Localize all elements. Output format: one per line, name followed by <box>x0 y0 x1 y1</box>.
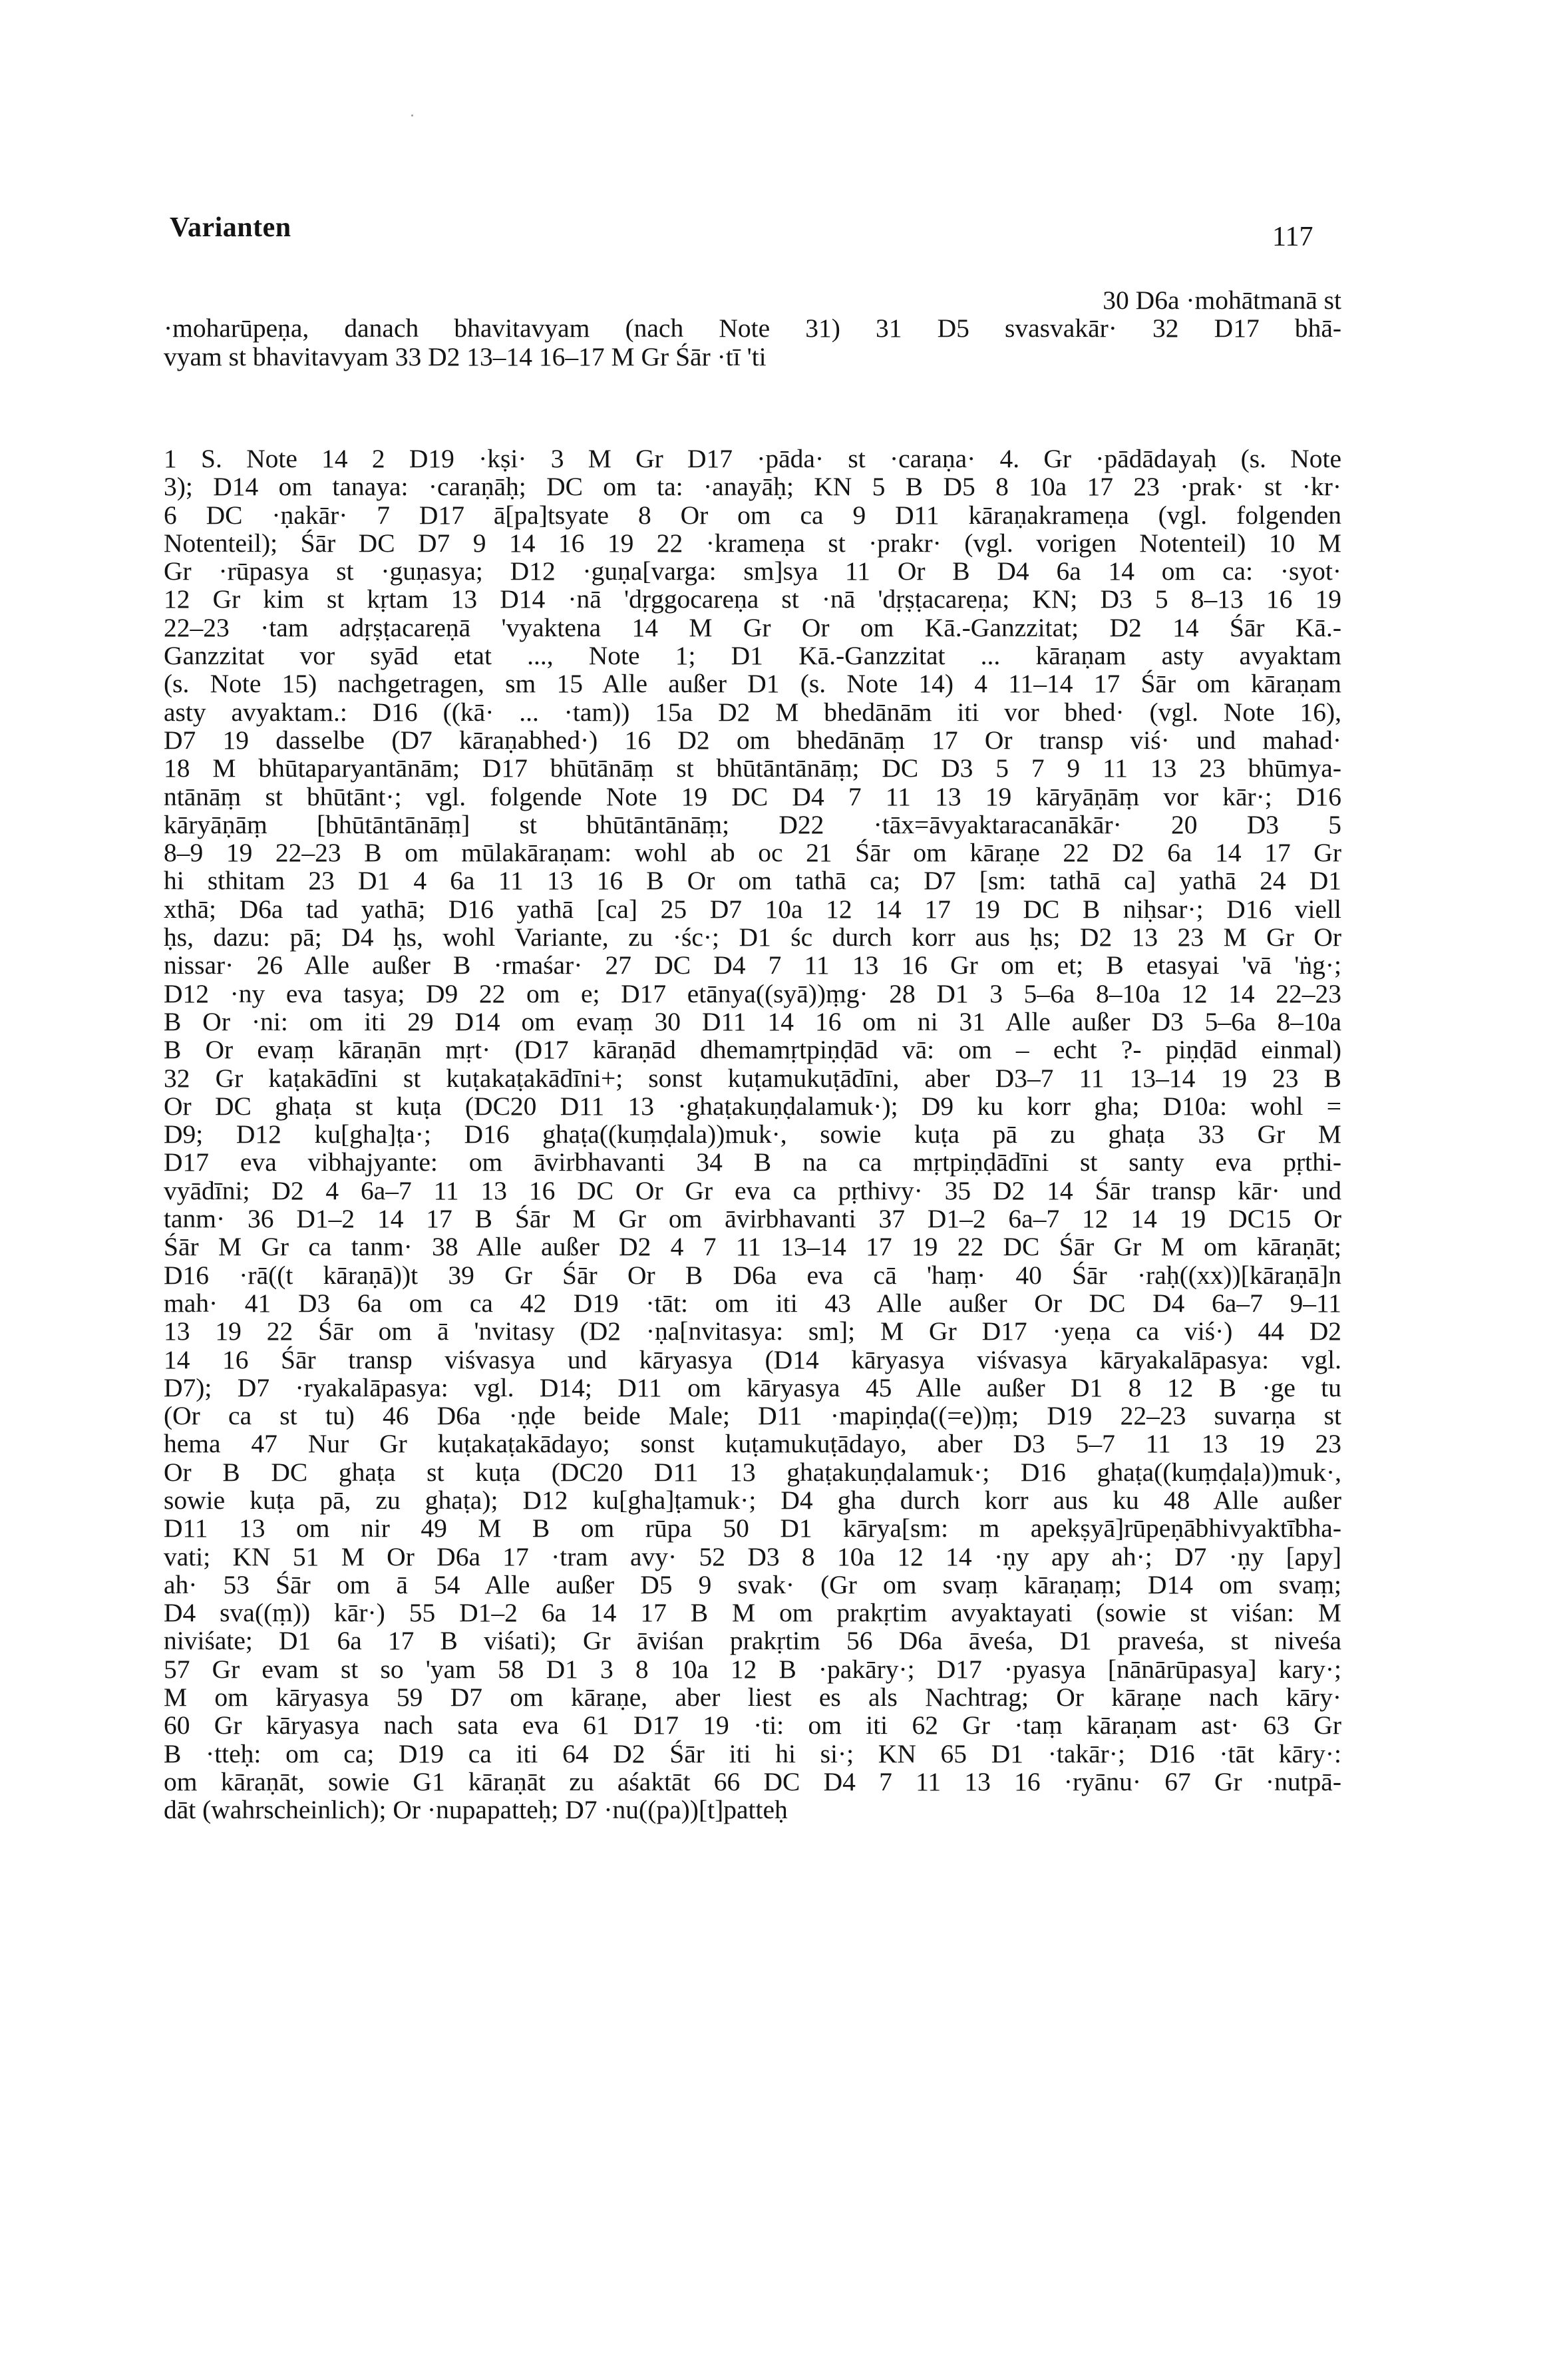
note-line: tanm· 36 D1–2 14 17 B Śār M Gr om āvirbhavanti 37 D1–2 6a–7 12 14 19 DC15 Or <box>164 1204 1341 1234</box>
note-line: 22–23 ·tam adṛṣṭacareṇā 'vyaktena 14 M Gr Or om Kā.-Ganzzitat; D2 14 Śār Kā.- <box>164 612 1341 642</box>
note-line: nissar· 26 Alle außer B ·rmaśar· 27 DC D4 7 11 13 16 Gr om et; B etasyai 'vā 'ṅg·; <box>164 950 1341 980</box>
note-line: sowie kuṭa pā, zu ghaṭa); D12 ku[gha]ṭamuk·; D4 gha durch korr aus ku 48 Alle außer <box>164 1485 1341 1515</box>
note-line: D17 eva vibhajyante: om āvirbhavanti 34 B na ca mṛtpiṇḍādīni st santy eva pṛthi- <box>164 1147 1341 1177</box>
note-line: hema 47 Nur Gr kuṭakaṭakādayo; sonst kuṭamukuṭādayo, aber D3 5–7 11 13 19 23 <box>164 1429 1341 1459</box>
note-line: M om kāryasya 59 D7 om kāraṇe, aber liest es als Nachtrag; Or kāraṇe nach kāry· <box>164 1683 1341 1712</box>
note-line: Gr ·rūpasya st ·guṇasya; D12 ·guṇa[varga: sm]sya 11 Or B D4 6a 14 om ca: ·syot· <box>164 556 1341 586</box>
note-line: 18 M bhūtaparyantānām; D17 bhūtānāṃ st bhūtāntānāṃ; DC D3 5 7 9 11 13 23 bhūmya- <box>164 753 1341 783</box>
note-line: 13 19 22 Śār om ā 'nvitasy (D2 ·ṇa[nvitasya: sm]; M Gr D17 ·yeṇa ca viś·) 44 D2 <box>164 1316 1341 1346</box>
note-line: (s. Note 15) nachgetragen, sm 15 Alle außer D1 (s. Note 14) 4 11–14 17 Śār om kāraṇam <box>164 669 1341 699</box>
note-line: 1 S. Note 14 2 D19 ·kṣi· 3 M Gr D17 ·pāda· st ·caraṇa· 4. Gr ·pādādayaḥ (s. Note <box>164 444 1341 473</box>
note-line: Or DC ghaṭa st kuṭa (DC20 D11 13 ·ghaṭakuṇḍalamuk·); D9 ku korr gha; D10a: wohl = <box>164 1091 1341 1121</box>
note-line: 32 Gr kaṭakādīni st kuṭakaṭakādīni+; sonst kuṭamukuṭādīni, aber D3–7 11 13–14 19 23 B <box>164 1063 1341 1093</box>
note-line: 30 D6a ·mohātmanā st <box>1103 286 1341 315</box>
note-line: asty avyaktam.: D16 ((kā· ... ·tam)) 15a D2 M bhedānām iti vor bhed· (vgl. Note 16), <box>164 697 1341 727</box>
note-line: 14 16 Śār transp viśvasya und kāryasya (D14 kāryasya viśvasya kāryakalāpasya: vgl. <box>164 1344 1341 1374</box>
note-line: ah· 53 Śār om ā 54 Alle außer D5 9 svak· (Gr om svaṃ kāraṇaṃ; D14 om svaṃ; <box>164 1569 1341 1599</box>
note-line: Notenteil); Śār DC D7 9 14 16 19 22 ·krameṇa st ·prakr· (vgl. vorigen Notenteil) 10 M <box>164 528 1341 558</box>
note-line: niviśate; D1 6a 17 B viśati); Gr āviśan prakṛtim 56 D6a āveśa, D1 praveśa, st niveśa <box>164 1626 1341 1656</box>
note-line: ḥs, dazu: pā; D4 ḥs, wohl Variante, zu ·śc·; D1 śc durch korr aus ḥs; D2 13 23 M Gr Or <box>164 922 1341 952</box>
note-line: B Or ·ni: om iti 29 D14 om evaṃ 30 D11 14 16 om ni 31 Alle außer D3 5–6a 8–10a <box>164 1006 1341 1036</box>
note-line: ·moharūpeṇa, danach bhavitavyam (nach Note 31) 31 D5 svasvakār· 32 D17 bhā- <box>164 313 1341 343</box>
note-line: ntānāṃ st bhūtānt·; vgl. folgende Note 19 DC D4 7 11 13 19 kāryāṇāṃ vor kār·; D16 <box>164 781 1341 811</box>
notes-block-continued <box>164 286 1341 371</box>
note-line: vyam st bhavitavyam 33 D2 13–14 16–17 M Gr Śār ·tī 'ti <box>164 341 767 371</box>
note-line: Śār M Gr ca tanm· 38 Alle außer D2 4 7 11 13–14 17 19 22 DC Śār Gr M om kāraṇāt; <box>164 1232 1341 1262</box>
note-line: 6 DC ·ṇakār· 7 D17 ā[pa]tsyate 8 Or om ca 9 D11 kāraṇakrameṇa (vgl. folgenden <box>164 500 1341 530</box>
notes-block-main <box>164 445 1341 1824</box>
note-line: D9; D12 ku[gha]ṭa·; D16 ghaṭa((kuṃḍala))muk·, sowie kuṭa pā zu ghaṭa 33 Gr M <box>164 1119 1341 1149</box>
note-line: om kāraṇāt, sowie G1 kāraṇāt zu aśaktāt 66 DC D4 7 11 13 16 ·ryānu· 67 Gr ·nutpā- <box>164 1766 1341 1796</box>
note-line: 57 Gr evam st so 'yam 58 D1 3 8 10a 12 B ·pakāry·; D17 ·pyasya [nānārūpasya] kary·; <box>164 1654 1341 1684</box>
note-line: 3); D14 om tanaya: ·caraṇāḥ; DC om ta: ·anayāḥ; KN 5 B D5 8 10a 17 23 ·prak· st ·kr· <box>164 472 1341 502</box>
note-line: 8–9 19 22–23 B om mūlakāraṇam: wohl ab oc 21 Śār om kāraṇe 22 D2 6a 14 17 Gr <box>164 838 1341 868</box>
running-head: Varianten <box>170 212 291 243</box>
note-line: D4 sva((ṃ)) kār·) 55 D1–2 6a 14 17 B M om prakṛtim avyaktayati (sowie st viśan: M <box>164 1598 1341 1628</box>
note-line: Ganzzitat vor syād etat ..., Note 1; D1 Kā.-Ganzzitat ... kāraṇam asty avyaktam <box>164 641 1341 671</box>
note-line: (Or ca st tu) 46 D6a ·ṇḍe beide Male; D11 ·mapiṇḍa((=e))ṃ; D19 22–23 suvarṇa st <box>164 1401 1341 1431</box>
note-line: hi sthitam 23 D1 4 6a 11 13 16 B Or om tathā ca; D7 [sm: tathā ca] yathā 24 D1 <box>164 866 1341 896</box>
scan-speck <box>411 114 413 116</box>
note-line: vati; KN 51 M Or D6a 17 ·tram avy· 52 D3 8 10a 12 14 ·ṇy apy ah·; D7 ·ṇy [apy] <box>164 1541 1341 1571</box>
note-line: D12 ·ny eva tasya; D9 22 om e; D17 etānya((syā))ṃg· 28 D1 3 5–6a 8–10a 12 14 22–23 <box>164 978 1341 1008</box>
note-line: D11 13 om nir 49 M B om rūpa 50 D1 kārya[sm: m apekṣyā]rūpeṇābhivyaktībha- <box>164 1513 1341 1543</box>
note-line: B ·tteḥ: om ca; D19 ca iti 64 D2 Śār iti hi si·; KN 65 D1 ·takār·; D16 ·tāt kāry·: <box>164 1738 1341 1768</box>
note-line: B Or evaṃ kāraṇān mṛt· (D17 kāraṇād dhemamṛtpiṇḍād vā: om – echt ?- piṇḍād einmal) <box>164 1035 1341 1065</box>
note-line: kāryāṇāṃ [bhūtāntānāṃ] st bhūtāntānāṃ; D22 ·tāx=āvyaktaracanākār· 20 D3 5 <box>164 809 1341 839</box>
page-number: 117 <box>1272 222 1313 252</box>
note-line: D7 19 dasselbe (D7 kāraṇabhed·) 16 D2 om bhedānāṃ 17 Or transp viś· und mahad· <box>164 725 1341 755</box>
note-line: D16 ·rā((t kāraṇā))t 39 Gr Śār Or B D6a eva cā 'haṃ· 40 Śār ·raḥ((xx))[kāraṇā]n <box>164 1260 1341 1290</box>
note-line: Or B DC ghaṭa st kuṭa (DC20 D11 13 ghaṭakuṇḍalamuk·; D16 ghaṭa((kuṃḍaḷa))muk·, <box>164 1457 1341 1487</box>
note-line: xthā; D6a tad yathā; D16 yathā [ca] 25 D7 10a 12 14 17 19 DC B niḥsar·; D16 viell <box>164 894 1341 924</box>
note-line: dāt (wahrscheinlich); Or ·nupapatteḥ; D7 ·nu((pa))[t]patteḥ <box>164 1795 788 1825</box>
note-line: 60 Gr kāryasya nach sata eva 61 D17 19 ·ti: om iti 62 Gr ·taṃ kāraṇam ast· 63 Gr <box>164 1710 1341 1740</box>
note-line: 12 Gr kim st kṛtam 13 D14 ·nā 'dṛggocareṇa st ·nā 'dṛṣṭacareṇa; KN; D3 5 8–13 16 19 <box>164 584 1341 614</box>
note-line: D7); D7 ·ryakalāpasya: vgl. D14; D11 om kāryasya 45 Alle außer D1 8 12 B ·ge tu <box>164 1372 1341 1402</box>
note-line: mah· 41 D3 6a om ca 42 D19 ·tāt: om iti 43 Alle außer Or DC D4 6a–7 9–11 <box>164 1288 1341 1318</box>
note-line: vyādīni; D2 4 6a–7 11 13 16 DC Or Gr eva ca pṛthivy· 35 D2 14 Śār transp kār· und <box>164 1175 1341 1205</box>
